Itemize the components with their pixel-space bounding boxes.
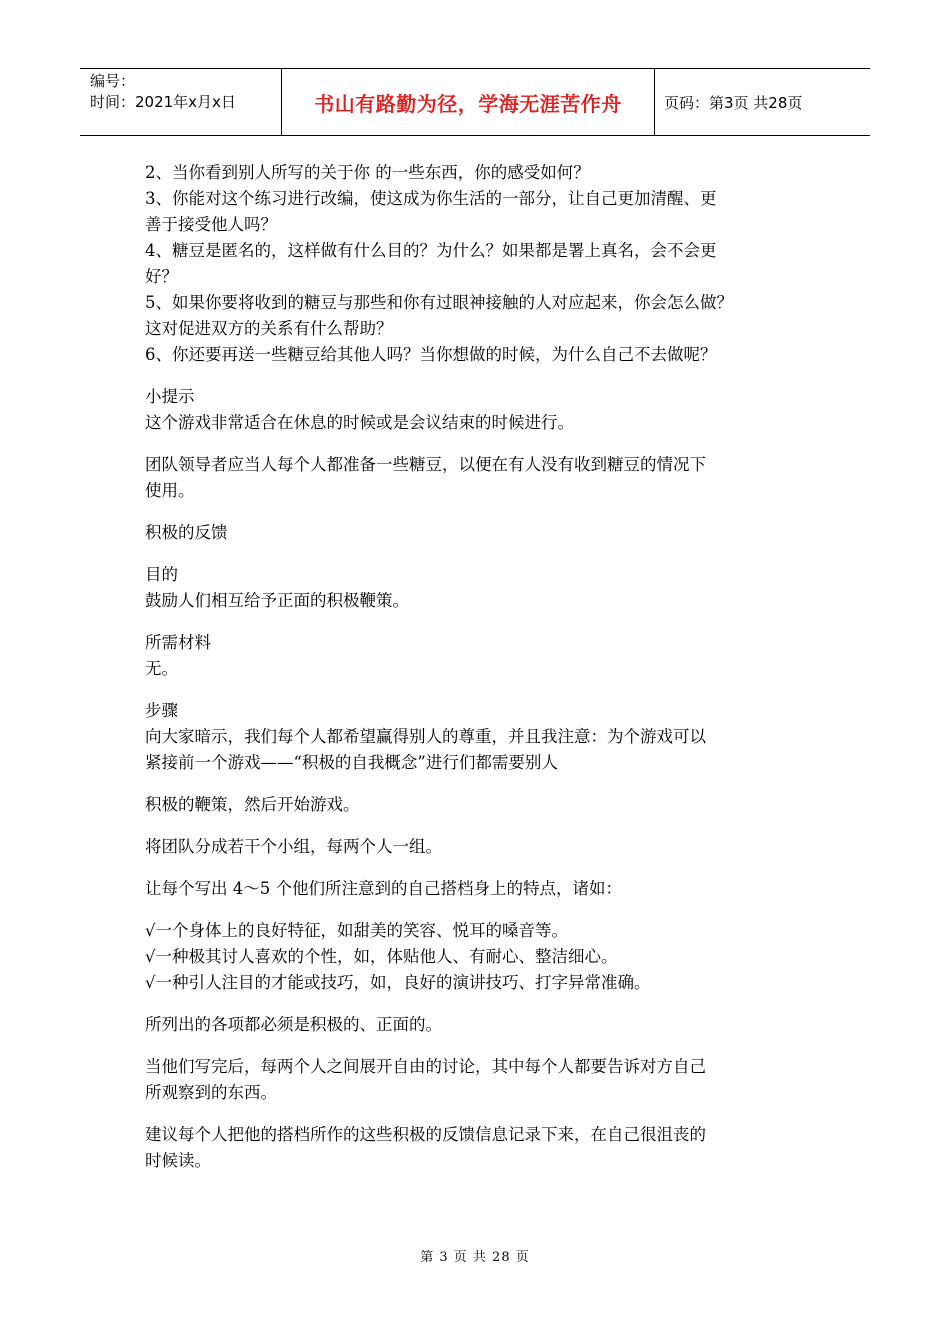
date-label: 时间：2021年x月x日 <box>90 93 236 111</box>
number-label: 编号： <box>90 72 136 90</box>
footer-page-number: 第 3 页 共 28 页 <box>420 1250 530 1265</box>
step-5-line-2: 所观察到的东西。 <box>145 1083 277 1102</box>
steps-heading: 步骤 <box>145 701 178 720</box>
question-5-line-2: 这对促进双方的关系有什么帮助？ <box>145 319 393 338</box>
step-5-line-1: 当他们写完后，每两个人之间展开自由的讨论，其中每个人都要告诉对方自己 <box>145 1057 706 1076</box>
header-left-cell <box>80 69 282 135</box>
question-3-line-1: 3、你能对这个练习进行改编，使这成为你生活的一部分，让自己更加清醒、更 <box>145 189 717 208</box>
question-3-line-2: 善于接受他人吗？ <box>145 215 277 234</box>
bullet-1: √一个身体上的良好特征，如甜美的笑容、悦耳的嗓音等。 <box>145 921 569 940</box>
bullet-2: √一种极其讨人喜欢的个性，如，体贴他人、有耐心、整洁细心。 <box>145 947 618 966</box>
tip-1: 这个游戏非常适合在休息的时候或是会议结束的时候进行。 <box>145 413 574 432</box>
goal-heading: 目的 <box>145 565 178 584</box>
materials-heading: 所需材料 <box>145 633 211 652</box>
question-4-line-1: 4、糖豆是匿名的，这样做有什么目的？为什么？如果都是署上真名，会不会更 <box>145 241 717 260</box>
tips-heading: 小提示 <box>145 387 195 406</box>
question-5-line-1: 5、如果你要将收到的糖豆与那些和你有过眼神接触的人对应起来，你会怎么做？ <box>145 293 733 312</box>
question-6: 6、你还要再送一些糖豆给其他人吗？当你想做的时候，为什么自己不去做呢？ <box>145 345 717 364</box>
step-2: 将团队分成若干个小组，每两个人一组。 <box>145 837 442 856</box>
page-header <box>80 68 870 136</box>
materials-text: 无。 <box>145 659 178 678</box>
step-1-line-3: 积极的鞭策，然后开始游戏。 <box>145 795 360 814</box>
header-right-cell <box>654 69 870 135</box>
page-footer <box>0 1246 950 1265</box>
step-1-line-2: 紧接前一个游戏——“积极的自我概念”进行们都需要别人 <box>145 753 558 772</box>
page-label: 页码：第3页 共28页 <box>664 93 803 112</box>
step-6-line-2: 时候读。 <box>145 1151 211 1170</box>
tip-2-line-2: 使用。 <box>145 481 195 500</box>
tip-2-line-1: 团队领导者应当人每个人都准备一些糖豆，以便在有人没有收到糖豆的情况下 <box>145 455 706 474</box>
step-6-line-1: 建议每个人把他的搭档所作的这些积极的反馈信息记录下来，在自己很沮丧的 <box>145 1125 706 1144</box>
step-3: 让每个写出 4～5 个他们所注意到的自己搭档身上的特点，诸如： <box>145 879 622 898</box>
motto: 书山有路勤为径，学海无涯苦作舟 <box>314 91 622 116</box>
question-2: 2、当你看到别人所写的关于你 的一些东西，你的感受如何？ <box>145 163 590 182</box>
bullet-3: √一种引人注目的才能或技巧，如，良好的演讲技巧、打字异常准确。 <box>145 973 651 992</box>
question-4-line-2: 好？ <box>145 267 178 286</box>
header-motto-cell <box>282 69 655 135</box>
goal-text: 鼓励人们相互给予正面的积极鞭策。 <box>145 591 409 610</box>
section-title: 积极的反馈 <box>145 523 228 542</box>
step-1-line-1: 向大家暗示，我们每个人都希望赢得别人的尊重，并且我注意：为个游戏可以 <box>145 727 706 746</box>
step-4: 所列出的各项都必须是积极的、正面的。 <box>145 1015 442 1034</box>
document-body <box>145 160 825 1174</box>
